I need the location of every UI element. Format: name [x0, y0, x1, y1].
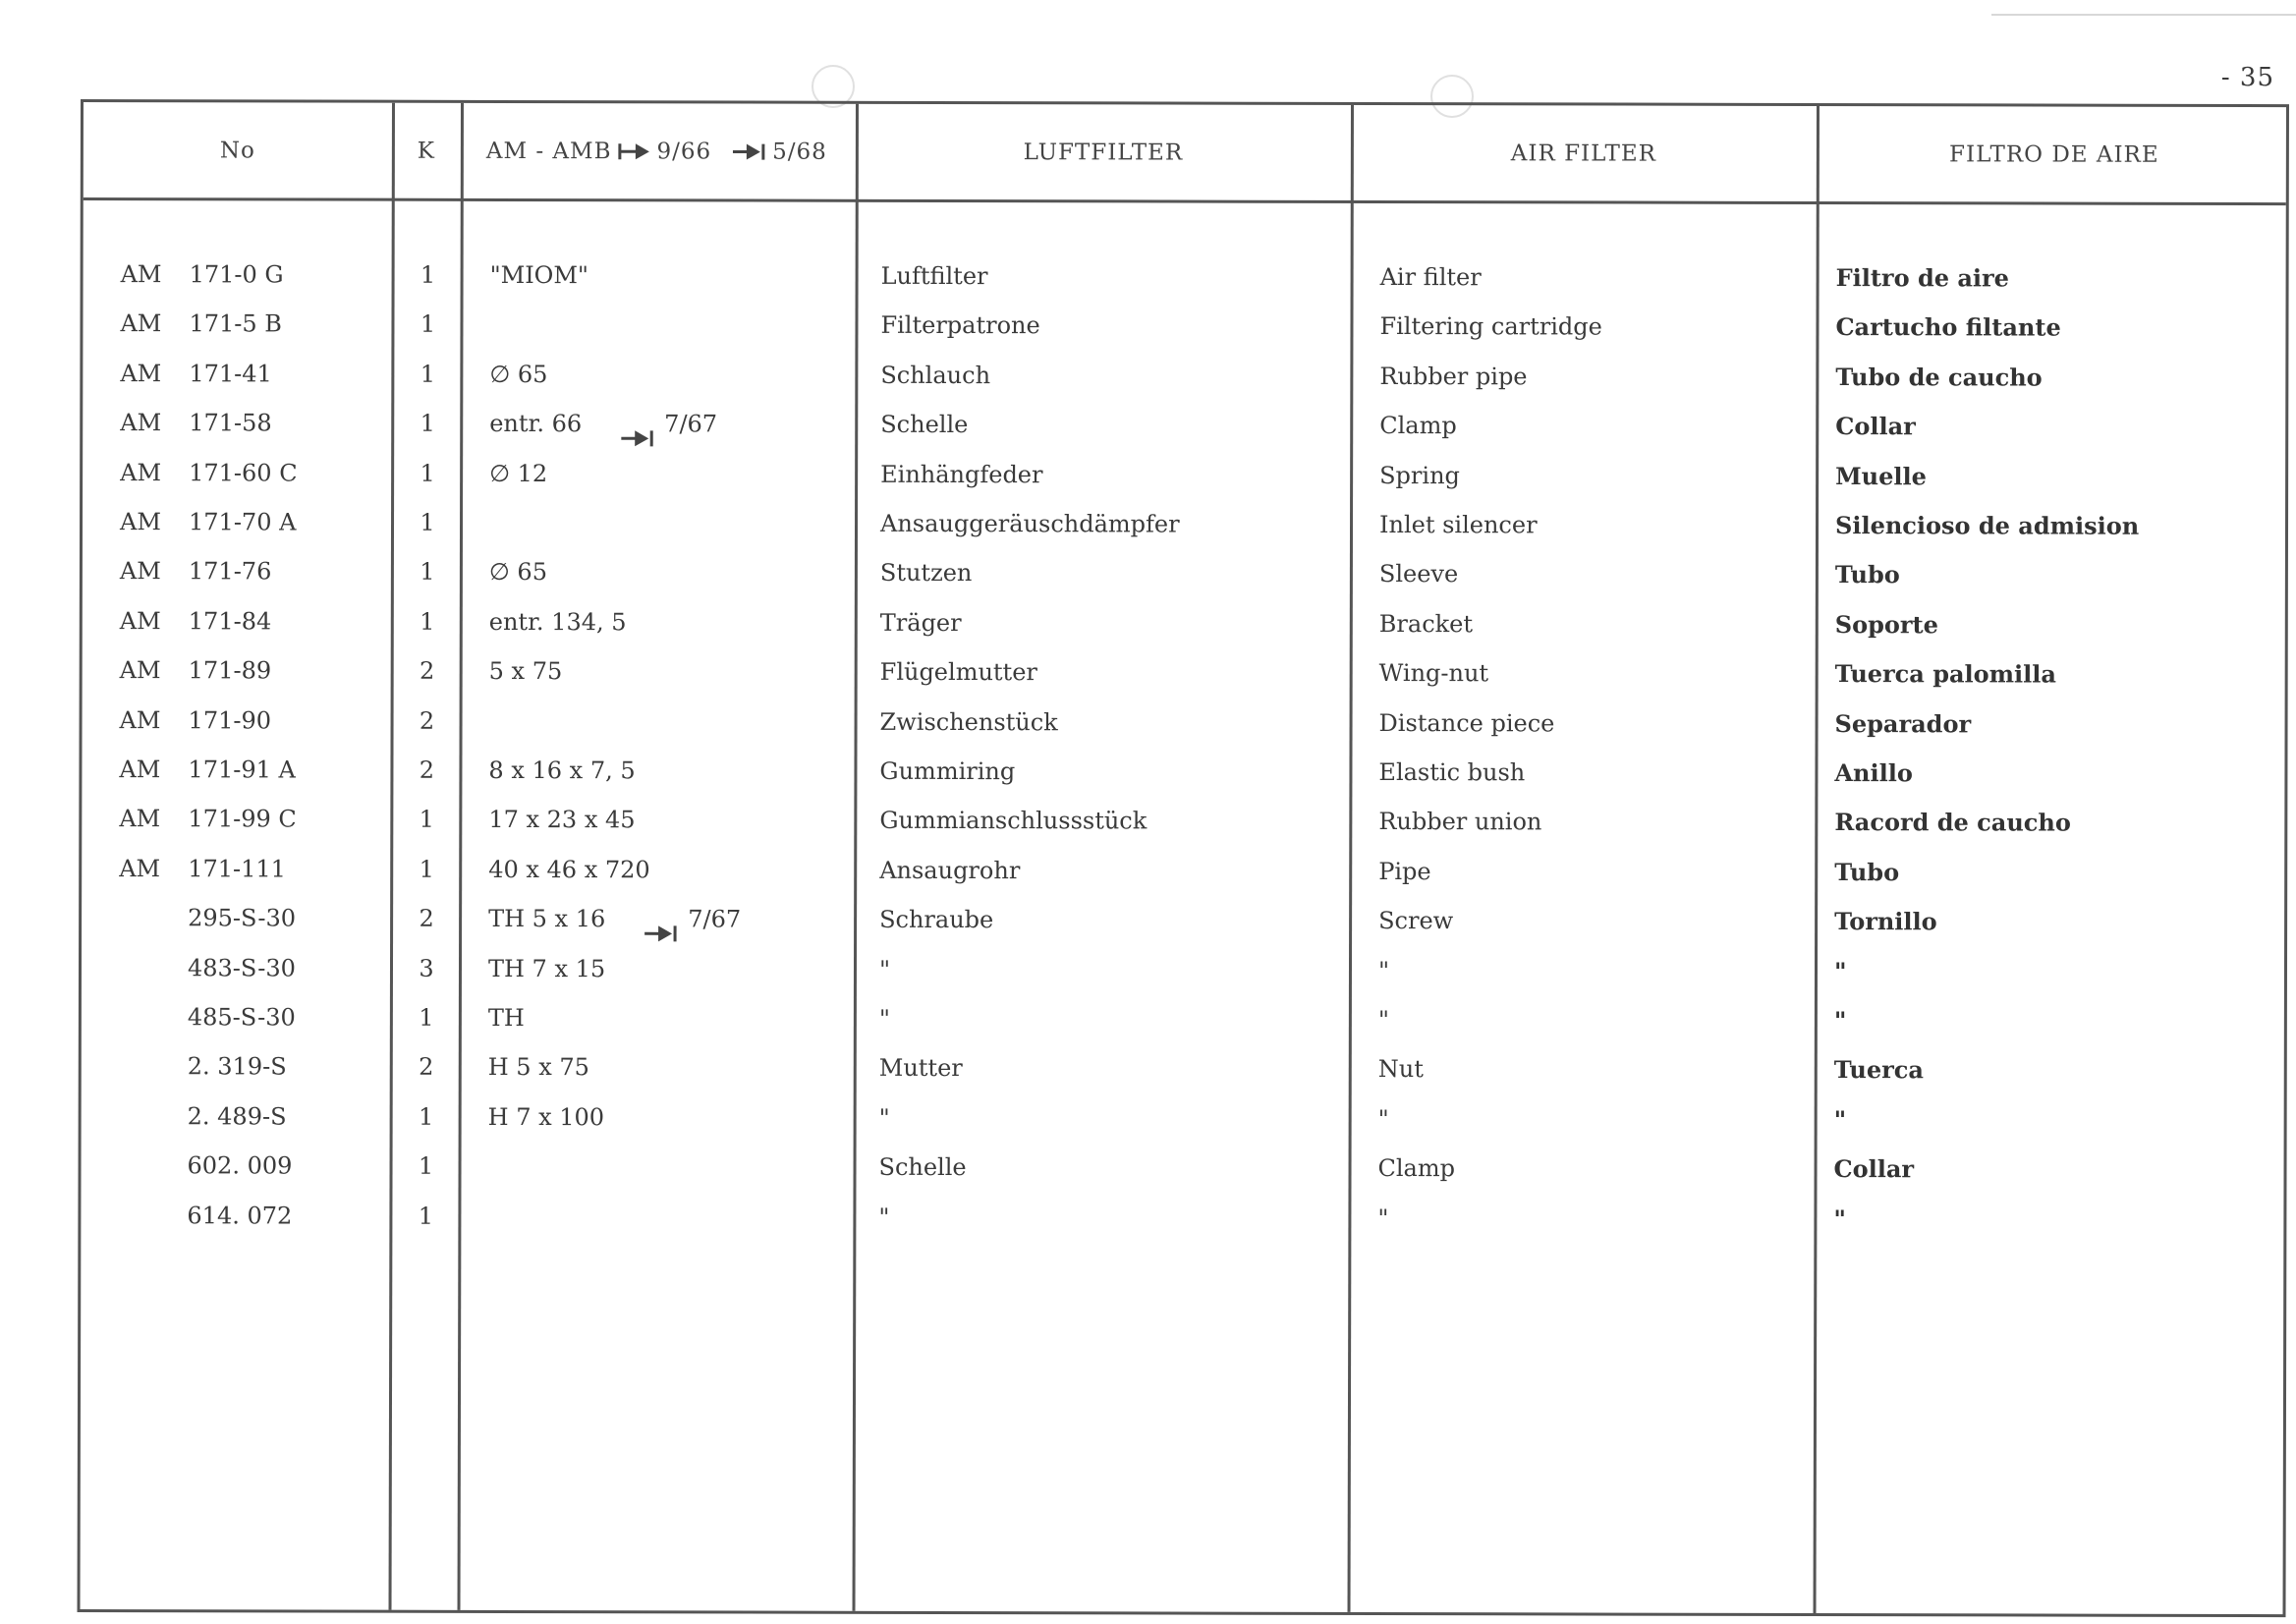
row-spanish: " [1833, 1006, 1847, 1036]
row-prefix: AM [119, 606, 161, 635]
row-quantity: 2 [419, 904, 434, 933]
row-english: " [1377, 1005, 1389, 1035]
table-row [84, 250, 2286, 304]
table-row [81, 1141, 2283, 1195]
row-english: " [1377, 956, 1390, 984]
page-number: - 35 [2220, 63, 2274, 92]
row-reference-text: "MIOM" [489, 260, 589, 290]
row-reference [490, 251, 854, 301]
row-english: Spring [1379, 461, 1460, 489]
row-quantity: 1 [420, 360, 436, 388]
row-prefix: AM [119, 854, 161, 882]
header-no: No [219, 137, 255, 163]
table-row [81, 1191, 2283, 1245]
table-row [82, 893, 2284, 947]
row-part-number: 171-70 A [188, 508, 297, 536]
table-row [83, 349, 2285, 403]
row-quantity: 3 [419, 954, 434, 982]
table-row [83, 497, 2285, 551]
row-reference-text: ∅ 12 [489, 459, 548, 487]
row-quantity: 1 [420, 459, 435, 487]
row-reference [487, 1142, 851, 1192]
row-reference [489, 597, 853, 647]
header-ref-prefix: AM - AMB [485, 138, 612, 164]
row-reference-text: ∅ 65 [489, 360, 548, 388]
row-reference [488, 746, 852, 796]
row-reference [489, 300, 853, 350]
row-german: Filterpatrone [880, 311, 1040, 340]
row-english: Clamp [1379, 412, 1457, 440]
row-spanish: Tuerca [1833, 1055, 1924, 1085]
row-spanish: Tornillo [1834, 907, 1937, 936]
row-part-number: 602. 009 [187, 1151, 293, 1180]
row-part-number: 171-111 [188, 855, 286, 883]
row-german: " [878, 955, 891, 983]
row-quantity: 1 [420, 409, 435, 438]
row-english: Pipe [1378, 857, 1431, 885]
row-quantity: 1 [419, 806, 435, 834]
row-spanish: Tuerca palomilla [1834, 659, 2057, 689]
row-part-number: 171-91 A [188, 756, 296, 784]
row-prefix: AM [119, 656, 161, 685]
header-ref [461, 103, 856, 199]
row-spanish: Tubo de caucho [1835, 362, 2043, 392]
row-part-number: 614. 072 [187, 1201, 293, 1230]
row-part-number: 171-5 B [189, 309, 282, 338]
table-row [83, 398, 2285, 452]
row-spanish: Filtro de aire [1835, 263, 2009, 293]
table-row [83, 696, 2285, 750]
row-reference-text: 17 x 23 x 45 [488, 806, 636, 834]
row-english: " [1377, 1104, 1389, 1133]
row-reference-text: 8 x 16 x 7, 5 [488, 756, 636, 785]
row-english: Rubber union [1378, 808, 1542, 836]
row-quantity: 2 [419, 1053, 434, 1082]
row-part-number: 171-58 [189, 409, 272, 437]
row-prefix: AM [120, 309, 162, 338]
row-prefix [119, 1092, 178, 1141]
row-quantity: 1 [420, 508, 435, 536]
row-quantity: 1 [418, 1102, 434, 1131]
row-reference [489, 399, 853, 449]
row-english: Sleeve [1378, 560, 1459, 588]
row-german: Gummiring [879, 756, 1016, 786]
row-reference [488, 993, 852, 1043]
row-prefix [118, 1191, 177, 1240]
row-english: Screw [1378, 907, 1454, 935]
header-de: LUFTFILTER [1023, 139, 1184, 166]
row-german: Schlauch [880, 361, 991, 389]
row-spanish: Separador [1834, 708, 1972, 738]
table-row [83, 299, 2285, 353]
row-reference-text: TH 5 x 16 [488, 905, 606, 933]
row-part-number: 171-89 [188, 656, 272, 685]
row-quantity: 1 [419, 855, 434, 883]
row-part-number: 171-99 C [188, 805, 297, 833]
row-part-number: 2. 489-S [187, 1102, 287, 1131]
row-reference-text: H 7 x 100 [487, 1102, 605, 1132]
row-german: Mutter [878, 1054, 963, 1083]
table-row [82, 1092, 2284, 1146]
row-reference [488, 894, 852, 944]
header-k: K [417, 138, 436, 164]
row-quantity: 1 [420, 558, 435, 587]
row-english: Inlet silencer [1378, 511, 1538, 539]
row-german: Flügelmutter [879, 658, 1037, 687]
row-spanish: " [1833, 1104, 1847, 1134]
row-spanish: Soporte [1834, 609, 1938, 640]
row-part-number: 2. 319-S [187, 1052, 287, 1081]
row-reference [488, 944, 852, 994]
row-reference-date: 7/67 [688, 905, 742, 933]
parts-table [78, 99, 2289, 1617]
row-reference [488, 1042, 852, 1092]
row-german: Schraube [879, 906, 994, 934]
row-prefix [119, 992, 178, 1041]
header-ref-to: 5/68 [772, 139, 827, 165]
table-row [82, 794, 2284, 848]
table-row [82, 992, 2284, 1046]
row-german: Stutzen [879, 559, 973, 588]
row-reference-text: ∅ 65 [488, 558, 548, 587]
row-spanish: Collar [1833, 1154, 1915, 1184]
row-quantity: 1 [418, 1202, 434, 1230]
row-english: Clamp [1377, 1154, 1456, 1183]
row-prefix: AM [120, 359, 162, 387]
row-reference [487, 1192, 851, 1242]
row-german: Gummianschlussstück [879, 807, 1148, 835]
row-german: " [878, 1004, 890, 1033]
arrow-to-bar-icon [621, 416, 654, 435]
row-german: Luftfilter [880, 261, 988, 291]
row-quantity: 2 [420, 656, 435, 686]
row-reference-text: entr. 134, 5 [488, 607, 627, 637]
row-german: Ansauggeräuschdämpfer [879, 509, 1180, 538]
row-quantity: 2 [419, 756, 435, 784]
row-reference [489, 547, 853, 597]
row-spanish: Tubo [1834, 857, 1900, 886]
row-reference [488, 795, 852, 845]
row-part-number: 171-90 [188, 705, 272, 735]
row-quantity: 1 [419, 1003, 434, 1032]
table-row [83, 596, 2285, 650]
row-english: Distance piece [1378, 708, 1555, 737]
table-row [82, 943, 2284, 997]
arrow-from-icon [617, 141, 650, 161]
row-german: " [878, 1203, 890, 1231]
row-reference-text: TH 7 x 15 [487, 954, 606, 982]
row-spanish: Muelle [1835, 461, 1927, 490]
row-quantity: 2 [419, 706, 435, 735]
row-prefix [119, 893, 178, 942]
row-english: Elastic bush [1378, 758, 1526, 787]
row-prefix: AM [119, 508, 161, 536]
row-reference [489, 498, 853, 548]
header-ref-from: 9/66 [656, 138, 712, 164]
row-prefix: AM [120, 409, 162, 437]
row-part-number: 171-84 [188, 607, 272, 636]
row-prefix: AM [119, 756, 161, 784]
row-english: Bracket [1378, 609, 1474, 639]
row-quantity: 1 [418, 1151, 434, 1181]
table-row [83, 448, 2285, 502]
table-row [83, 645, 2285, 700]
row-reference [489, 350, 853, 400]
row-spanish: Collar [1835, 412, 1916, 441]
arrow-to-bar-icon [733, 141, 766, 161]
row-english: Wing-nut [1378, 659, 1489, 688]
row-prefix: AM [119, 557, 161, 586]
row-prefix [119, 943, 178, 992]
row-spanish: Tubo [1834, 560, 1900, 589]
row-reference [489, 646, 853, 697]
row-reference-text: 40 x 46 x 720 [488, 855, 650, 884]
row-reference-date: 7/67 [664, 410, 718, 438]
row-reference-text: 5 x 75 [488, 657, 563, 686]
row-reference-text: TH [487, 1003, 525, 1033]
row-part-number: 171-60 C [189, 458, 298, 487]
table-row [82, 745, 2284, 799]
row-part-number: 171-76 [188, 557, 272, 586]
row-german: Schelle [880, 411, 969, 439]
row-english: Rubber pipe [1379, 362, 1528, 391]
row-spanish: Anillo [1834, 758, 1913, 788]
table-row [82, 844, 2284, 898]
row-quantity: 1 [420, 310, 436, 339]
row-german: Träger [879, 608, 962, 637]
row-german: Zwischenstück [879, 707, 1058, 736]
row-reference [488, 1092, 852, 1143]
row-german: Schelle [878, 1153, 967, 1182]
row-reference [489, 697, 853, 747]
table-row [83, 546, 2285, 600]
row-part-number: 295-S-30 [188, 904, 297, 932]
row-reference-text: H 5 x 75 [487, 1053, 589, 1082]
arrow-to-bar-icon [644, 911, 678, 930]
row-spanish: Cartucho filtante [1835, 312, 2061, 342]
row-reference [489, 449, 853, 499]
row-german: Einhängfeder [880, 460, 1043, 488]
row-spanish: Racord de caucho [1834, 808, 2071, 837]
row-prefix [119, 1041, 178, 1091]
header-es: FILTRO DE AIRE [1949, 140, 2159, 168]
row-german: " [878, 1103, 890, 1132]
row-prefix: AM [120, 458, 162, 486]
row-english: Filtering cartridge [1379, 312, 1602, 341]
top-edge-line [1991, 14, 2296, 16]
row-part-number: 171-41 [189, 360, 272, 388]
row-english: Air filter [1379, 263, 1482, 292]
row-prefix [118, 1141, 177, 1190]
row-prefix: AM [120, 260, 162, 289]
table-row [82, 1041, 2284, 1095]
table-body [84, 250, 2286, 1233]
header-en: AIR FILTER [1510, 140, 1657, 167]
row-english: Nut [1377, 1055, 1424, 1084]
row-reference [488, 845, 852, 895]
row-part-number: 483-S-30 [187, 953, 296, 982]
row-part-number: 485-S-30 [187, 1003, 296, 1032]
row-english: " [1377, 1204, 1389, 1232]
row-spanish: Silencioso de admision [1834, 511, 2140, 540]
row-german: Ansaugrohr [879, 856, 1021, 884]
row-reference-text: entr. 66 [489, 410, 583, 438]
row-quantity: 1 [420, 607, 435, 636]
row-prefix: AM [119, 705, 161, 734]
row-prefix: AM [119, 805, 161, 833]
row-spanish: " [1833, 1204, 1846, 1233]
row-quantity: 1 [420, 260, 436, 289]
row-part-number: 171-0 G [189, 260, 284, 289]
row-spanish: " [1833, 956, 1847, 985]
